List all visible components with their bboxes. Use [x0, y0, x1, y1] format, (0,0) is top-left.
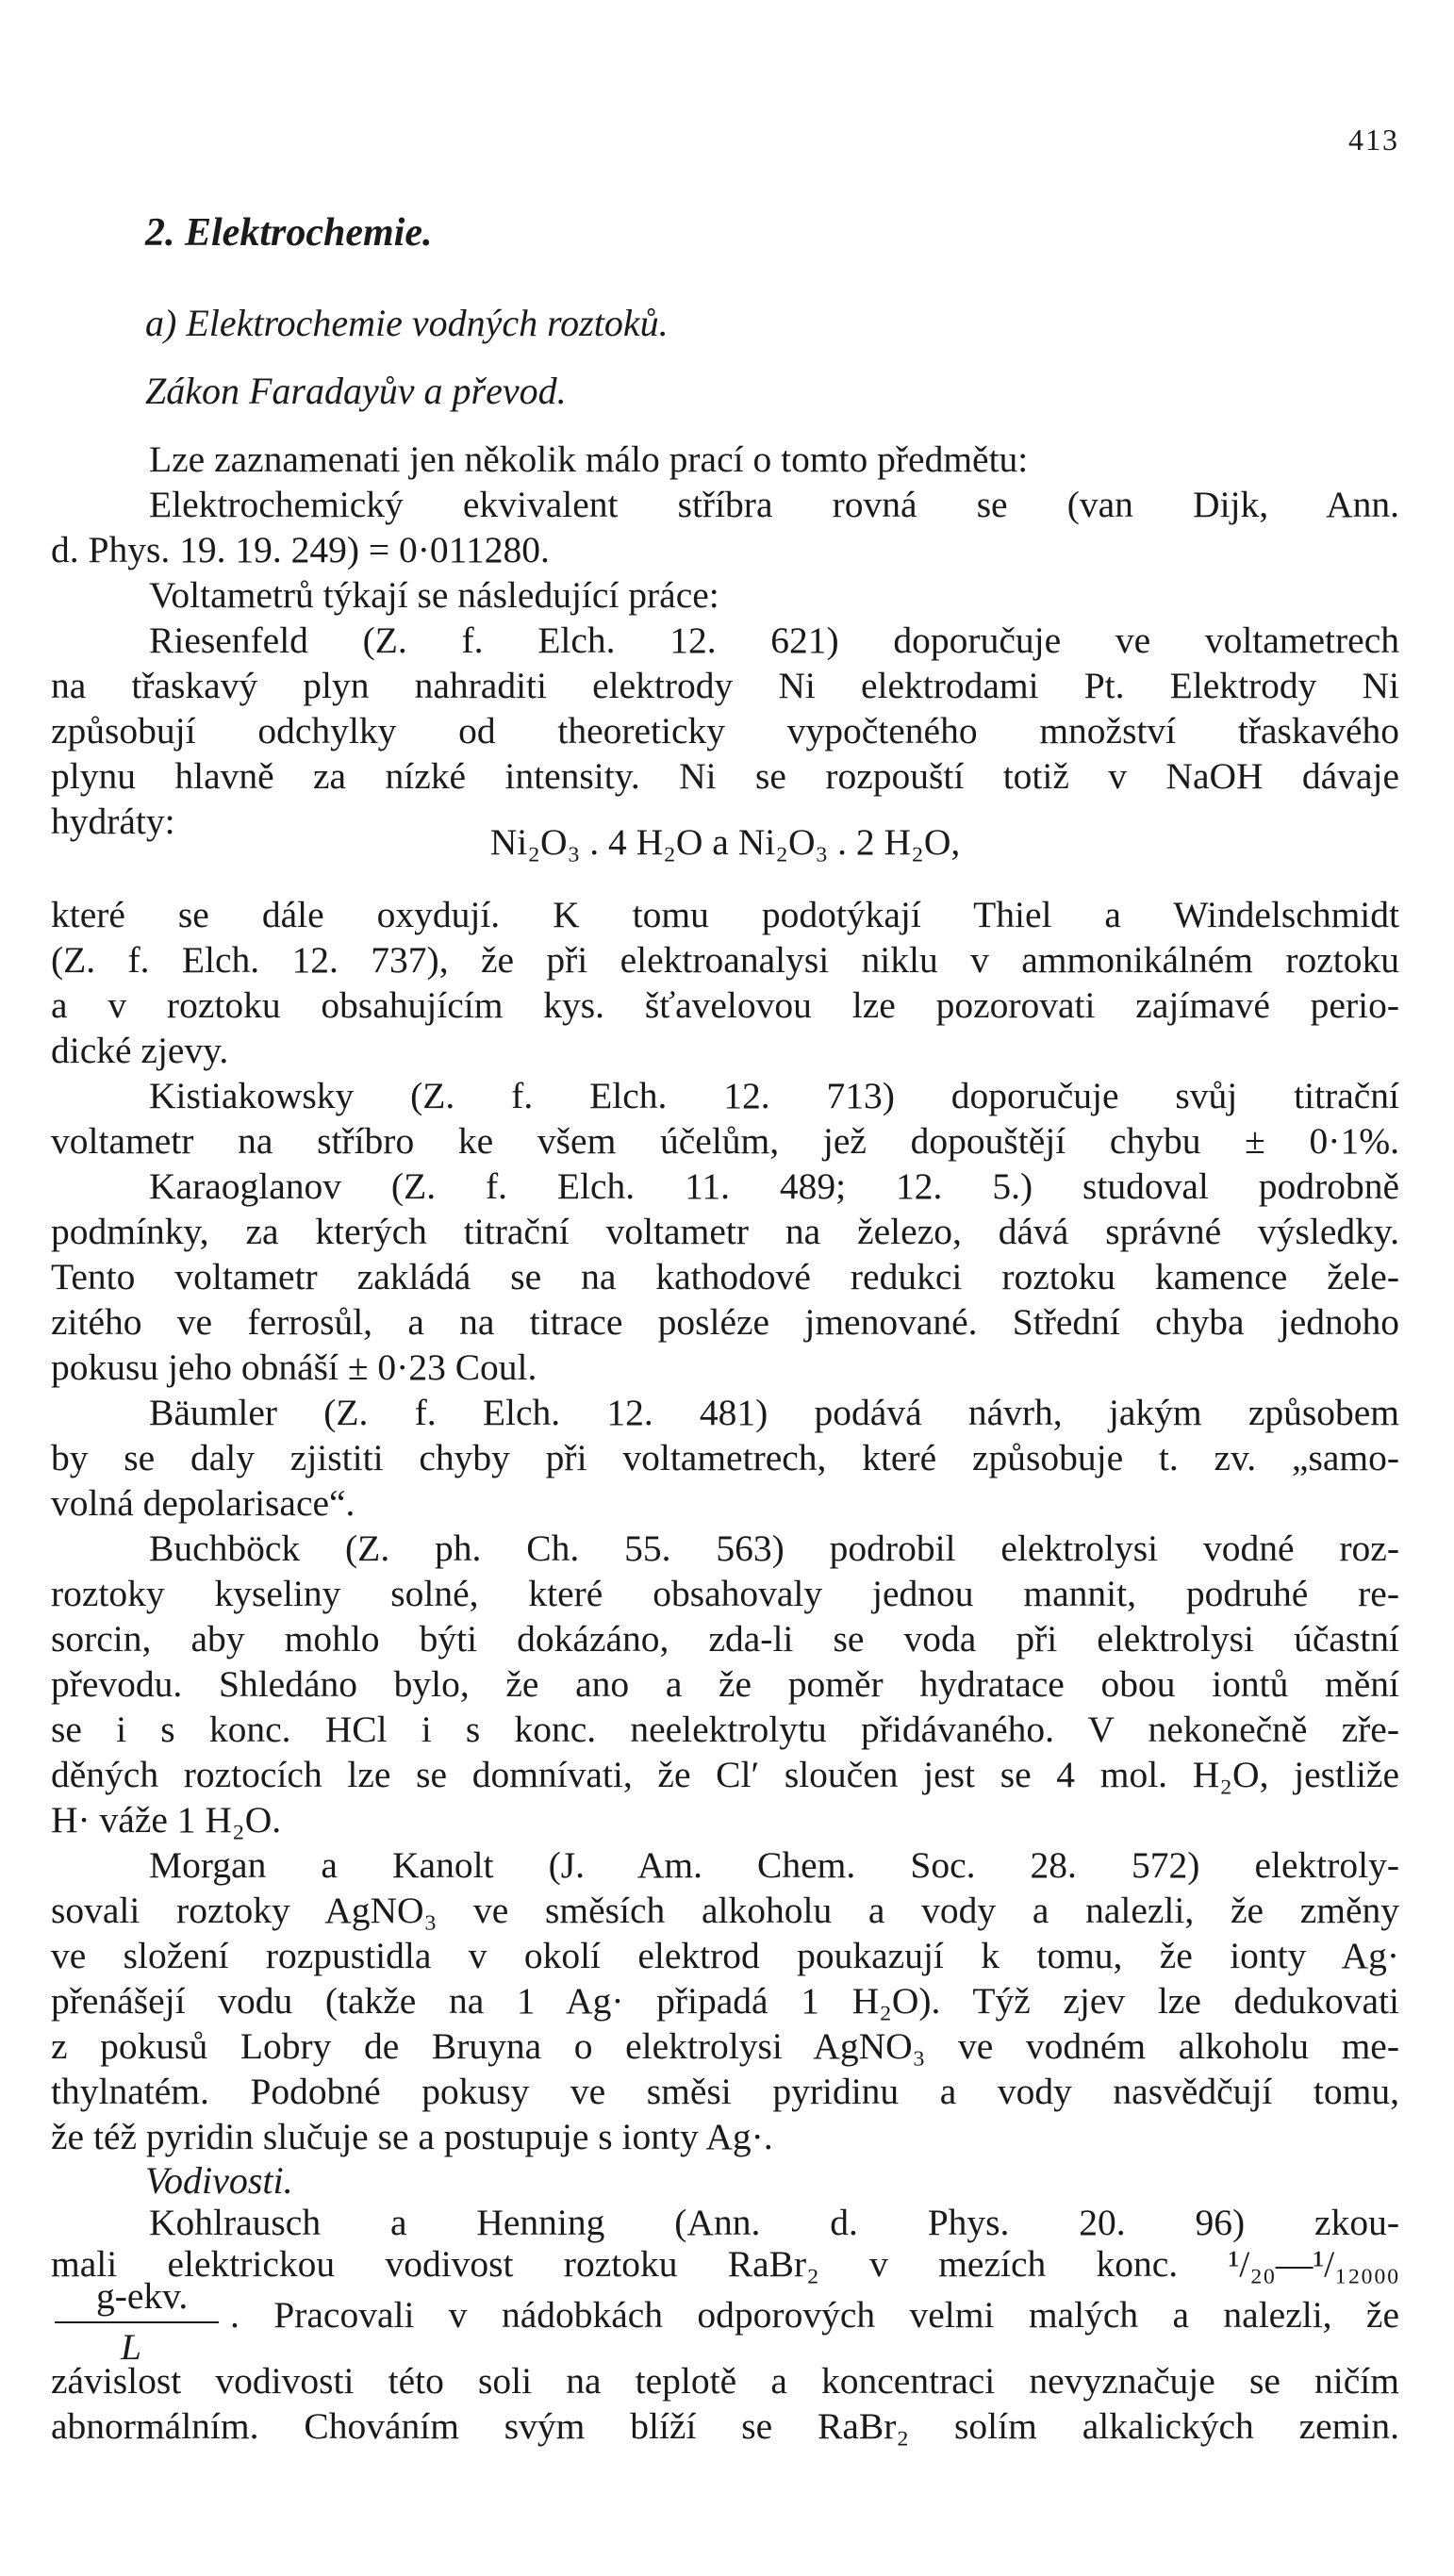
text-line: Kohlrausch a Henning (Ann. d. Phys. 20. 96) zkou-	[149, 2202, 1399, 2243]
text-line: které se dále oxydují. K tomu podotýkají Thiel a Windelschmidt	[51, 894, 1399, 935]
text-line: ve složení rozpustidla v okolí elektrod poukazují k tomu, že ionty Ag·	[51, 1935, 1399, 1976]
fraction-numerator: g-ekv.	[96, 2275, 189, 2317]
text-line: pokusu jeho obnáší ± 0·23 Coul.	[51, 1346, 537, 1388]
fraction-gekv-per-l	[51, 2272, 240, 2367]
text-line: mali elektrickou vodivost roztoku RaBr₂ v mezích konc. ¹/₂₀—¹/₁₂₀₀₀	[51, 2243, 1399, 2285]
text-line: H· váže 1 H₂O.	[51, 1799, 282, 1841]
text-line: . Pracovali v nádobkách odporových velmi malých a nalezli, že	[230, 2294, 1399, 2336]
text-line: Karaoglanov (Z. f. Elch. 11. 489; 12. 5.) studoval podrobně	[149, 1165, 1399, 1207]
text-line: Riesenfeld (Z. f. Elch. 12. 621) doporučuje ve voltametrech	[149, 619, 1399, 661]
text-line: podmínky, za kterých titrační voltametr na železo, dává správné výsledky.	[51, 1211, 1399, 1252]
text-line: by se daly zjistiti chyby při voltametrech, které způsobuje t. zv. „samo-	[51, 1437, 1399, 1478]
text-line: abnormálním. Chováním svým blíží se RaBr₂ solím alkalických zemin.	[51, 2405, 1399, 2447]
text-line: sorcin, aby mohlo býti dokázáno, zda-li se voda při elektrolysi účastní	[51, 1618, 1399, 1660]
subheading-faraday: Zákon Faradayův a převod.	[145, 370, 567, 412]
text-line: dické zjevy.	[51, 1030, 229, 1071]
text-line: se i s konc. HCl i s konc. neelektrolytu přidávaného. V nekonečně zřе-	[51, 1709, 1399, 1750]
subheading-a: a) Elektrochemie vodných roztoků.	[145, 302, 669, 344]
fraction-denominator: L	[121, 2326, 141, 2368]
text-line: thylnatém. Podobné pokusy ve směsi pyridinu a vody nasvědčují tomu,	[51, 2071, 1399, 2112]
text-line: děných roztocích lze se domnívati, že Cl′ sloučen jest se 4 mol. H₂O, jestliže	[51, 1754, 1399, 1795]
text-line: Bäumler (Z. f. Elch. 12. 481) podává návrh, jakým způsobem	[149, 1392, 1399, 1433]
text-line: zitého ve ferrosůl, a na titrace posléze jmenované. Střední chyba jednoho	[51, 1301, 1399, 1343]
text-line: Buchböck (Z. ph. Ch. 55. 563) podrobil elektrolysi vodné roz-	[149, 1527, 1399, 1569]
page-number: 413	[1348, 123, 1399, 157]
text-line: volná depolarisace“.	[51, 1482, 355, 1524]
text-line: (Z. f. Elch. 12. 737), že při elektroanalysi niklu v ammonikálném roztoku	[51, 939, 1399, 981]
text-line: Elektrochemický ekvivalent stříbra rovná se (van Dijk, Ann.	[149, 484, 1399, 525]
text-line: přenášejí vodu (takže na 1 Ag· připadá 1 H₂O). Týž zjev lze dedukovati	[51, 1980, 1399, 2022]
text-line: Lze zaznamenati jen několik málo prací o tomto předmětu:	[149, 438, 1029, 480]
text-line: závislost vodivosti této soli na teplotě a koncentraci nevyznačuje se ničím	[51, 2360, 1399, 2402]
text-line: sovali roztoky AgNO₃ ve směsích alkoholu a vody a nalezli, že změny	[51, 1890, 1399, 1931]
text-line: voltametr na stříbro ke všem účelům, jež dopouštějí chybu ± 0·1%.	[51, 1120, 1399, 1162]
text-line: a v roztoku obsahujícím kys. šťavelovou lze pozorovati zajímavé perio-	[51, 984, 1399, 1026]
text-line: roztoky kyseliny solné, které obsahovaly jednou mannit, podruhé re-	[51, 1573, 1399, 1614]
chemical-formula: Ni₂O₃ . 4 H₂O a Ni₂O₃ . 2 H₂O,	[489, 821, 961, 863]
text-line: hydráty:	[51, 801, 175, 842]
subheading-vodivosti-label: Vodivosti.	[145, 2159, 293, 2202]
section-heading: 2. Elektrochemie.	[145, 211, 433, 255]
text-line: d. Phys. 19. 19. 249) = 0·011280.	[51, 529, 550, 570]
text-line: Tento voltametr zakládá se na kathodové redukci roztoku kamence žele-	[51, 1256, 1399, 1297]
text-line: převodu. Shledáno bylo, že ano a že poměr hydratace obou iontů mění	[51, 1663, 1399, 1705]
text-line: plynu hlavně za nízké intensity. Ni se rozpouští totiž v NaOH dávaje	[51, 755, 1399, 797]
text-line: z pokusů Lobry de Bruyna o elektrolysi AgNO₃ ve vodném alkoholu me-	[51, 2025, 1399, 2067]
text-line: že též pyridin slučuje se a postupuje s ionty Ag·.	[51, 2116, 773, 2157]
text-line: na třaskavý plyn nahraditi elektrody Ni elektrodami Pt. Elektrody Ni	[51, 665, 1399, 706]
text-line: Morgan a Kanolt (J. Am. Chem. Soc. 28. 572) elektroly-	[149, 1844, 1399, 1886]
text-line: Voltametrů týkají se následující práce:	[149, 574, 719, 616]
text-line: Kistiakowsky (Z. f. Elch. 12. 713) doporučuje svůj titrační	[149, 1075, 1399, 1116]
text-line: způsobují odchylky od theoreticky vypočteného množství třaskavého	[51, 710, 1399, 751]
